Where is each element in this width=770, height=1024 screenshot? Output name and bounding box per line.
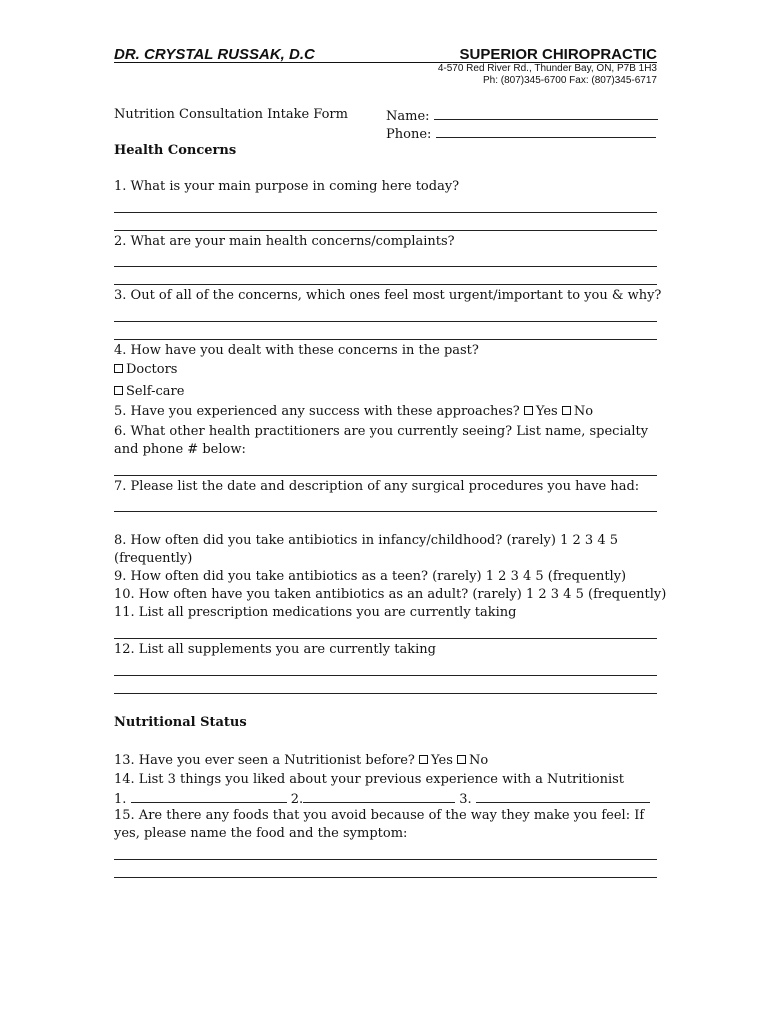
question-2: 2. What are your main health concerns/complaints? bbox=[114, 234, 455, 249]
clinic-name: SUPERIOR CHIROPRACTIC bbox=[459, 46, 657, 63]
nutritional-status-heading: Nutritional Status bbox=[114, 715, 247, 730]
name-input-line[interactable] bbox=[434, 106, 658, 120]
no-label: No bbox=[573, 404, 594, 419]
answer-line[interactable] bbox=[114, 475, 657, 476]
question-4: 4. How have you dealt with these concerns in the past? bbox=[114, 343, 479, 358]
option-label: Self-care bbox=[126, 384, 185, 399]
question-14-answers bbox=[114, 789, 650, 809]
answer-line[interactable] bbox=[114, 321, 657, 322]
question-5-row bbox=[114, 403, 593, 421]
no-label: No bbox=[469, 753, 489, 768]
answer-3-label: 3. bbox=[459, 792, 472, 807]
checkbox-yes[interactable] bbox=[524, 406, 533, 415]
answer-line[interactable] bbox=[114, 266, 657, 267]
answer-line[interactable] bbox=[114, 693, 657, 694]
answer-line[interactable] bbox=[114, 675, 657, 676]
answer-line[interactable] bbox=[114, 511, 657, 512]
question-13-row bbox=[114, 752, 488, 770]
option-self-care[interactable] bbox=[114, 383, 184, 401]
answer-1-line[interactable] bbox=[131, 789, 287, 803]
checkbox[interactable] bbox=[114, 364, 123, 373]
answer-line[interactable] bbox=[114, 339, 657, 340]
clinic-address: 4-570 Red River Rd., Thunder Bay, ON, P7B 1H3 bbox=[437, 63, 657, 74]
question-6: 6. What other health practitioners are you currently seeing? List name, specialty and phone # below: bbox=[114, 424, 649, 457]
question-5: 5. Have you experienced any success with these approaches? bbox=[114, 404, 520, 419]
answer-line[interactable] bbox=[114, 284, 657, 285]
phone-field[interactable] bbox=[386, 124, 656, 144]
phone-input-line[interactable] bbox=[436, 124, 656, 138]
question-15: 15. Are there any foods that you avoid because of the way they make you feel: If yes, please name the food and the symptom: bbox=[114, 808, 645, 841]
health-concerns-heading: Health Concerns bbox=[114, 143, 237, 158]
phone-label: Phone: bbox=[386, 127, 432, 142]
question-13: 13. Have you ever seen a Nutritionist before? bbox=[114, 753, 415, 768]
answer-2-label: 2. bbox=[290, 792, 304, 807]
answer-line[interactable] bbox=[114, 638, 657, 639]
answer-1-label: 1. bbox=[114, 792, 127, 807]
yes-label: Yes bbox=[535, 404, 558, 419]
name-field[interactable] bbox=[386, 106, 658, 126]
doctor-name: DR. CRYSTAL RUSSAK, D.C bbox=[114, 46, 315, 63]
answer-line[interactable] bbox=[114, 859, 657, 860]
yes-label: Yes bbox=[431, 753, 453, 768]
checkbox-yes[interactable] bbox=[419, 755, 428, 764]
answer-line[interactable] bbox=[114, 230, 657, 231]
name-label: Name: bbox=[386, 109, 430, 124]
question-9: 9. How often did you take antibiotics as a teen? (rarely) 1 2 3 4 5 (frequently) bbox=[114, 569, 627, 584]
answer-3-line[interactable] bbox=[476, 789, 650, 803]
answer-2-line[interactable] bbox=[303, 789, 455, 803]
question-8: 8. How often did you take antibiotics in infancy/childhood? (rarely) 1 2 3 4 5 (frequently) bbox=[114, 533, 618, 566]
question-12: 12. List all supplements you are currently taking bbox=[114, 642, 436, 657]
answer-line[interactable] bbox=[114, 877, 657, 878]
question-11: 11. List all prescription medications you are currently taking bbox=[114, 605, 517, 620]
question-7: 7. Please list the date and description of any surgical procedures you have had: bbox=[114, 479, 640, 494]
question-3: 3. Out of all of the concerns, which ones feel most urgent/important to you & why? bbox=[114, 288, 662, 303]
checkbox-no[interactable] bbox=[457, 755, 466, 764]
question-1: 1. What is your main purpose in coming here today? bbox=[114, 179, 460, 194]
question-14: 14. List 3 things you liked about your previous experience with a Nutritionist bbox=[114, 772, 625, 787]
checkbox[interactable] bbox=[114, 386, 123, 395]
option-doctors[interactable] bbox=[114, 361, 177, 379]
clinic-phone-fax: Ph: (807)345-6700 Fax: (807)345-6717 bbox=[482, 75, 657, 86]
option-label: Doctors bbox=[126, 362, 178, 377]
form-title: Nutrition Consultation Intake Form bbox=[114, 107, 348, 122]
question-10: 10. How often have you taken antibiotics as an adult? (rarely) 1 2 3 4 5 (frequently) bbox=[114, 587, 667, 602]
answer-line[interactable] bbox=[114, 212, 657, 213]
checkbox-no[interactable] bbox=[562, 406, 571, 415]
